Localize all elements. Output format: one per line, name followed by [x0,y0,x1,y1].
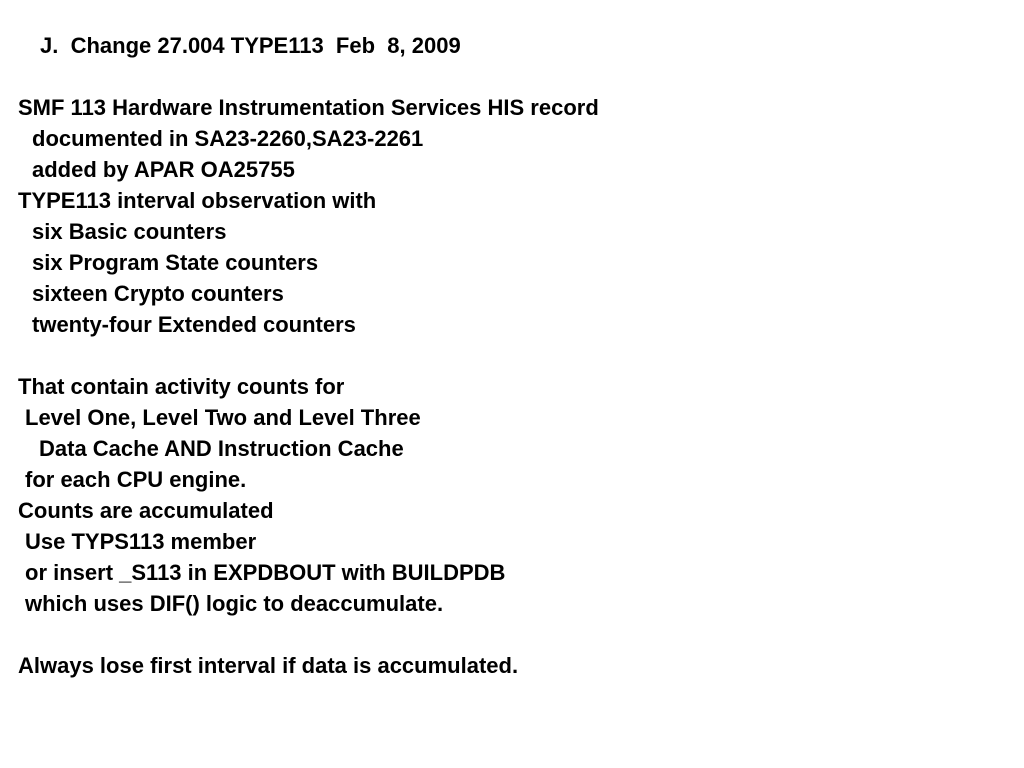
text-line: Level One, Level Two and Level Three [25,405,421,430]
text-line: six Basic counters [32,219,227,244]
text-line: documented in SA23-2260,SA23-2261 [32,126,424,151]
text-line: for each CPU engine. [25,467,247,492]
slide-heading: J. Change 27.004 TYPE113 Feb 8, 2009 [40,33,461,58]
text-line: Counts are accumulated [18,498,274,523]
spacer [18,619,1008,650]
text-line: six Program State counters [32,250,319,275]
text-line: which uses DIF() logic to deaccumulate. [25,591,444,616]
text-line: SMF 113 Hardware Instrumentation Services HIS record [18,95,599,120]
closing-line: Always lose first interval if data is accumulated. [18,653,519,678]
spacer [18,61,1008,92]
spacer [18,340,1008,371]
text-line: added by APAR OA25755 [32,157,295,182]
slide-body [18,30,1008,681]
text-line: That contain activity counts for [18,374,345,399]
text-line: Data Cache AND Instruction Cache [39,436,404,461]
text-line: TYPE113 interval observation with [18,188,377,213]
text-line: Use TYPS113 member [25,529,257,554]
text-line: or insert _S113 in EXPDBOUT with BUILDPDB [25,560,506,585]
text-line: sixteen Crypto counters [32,281,284,306]
text-line: twenty-four Extended counters [32,312,356,337]
